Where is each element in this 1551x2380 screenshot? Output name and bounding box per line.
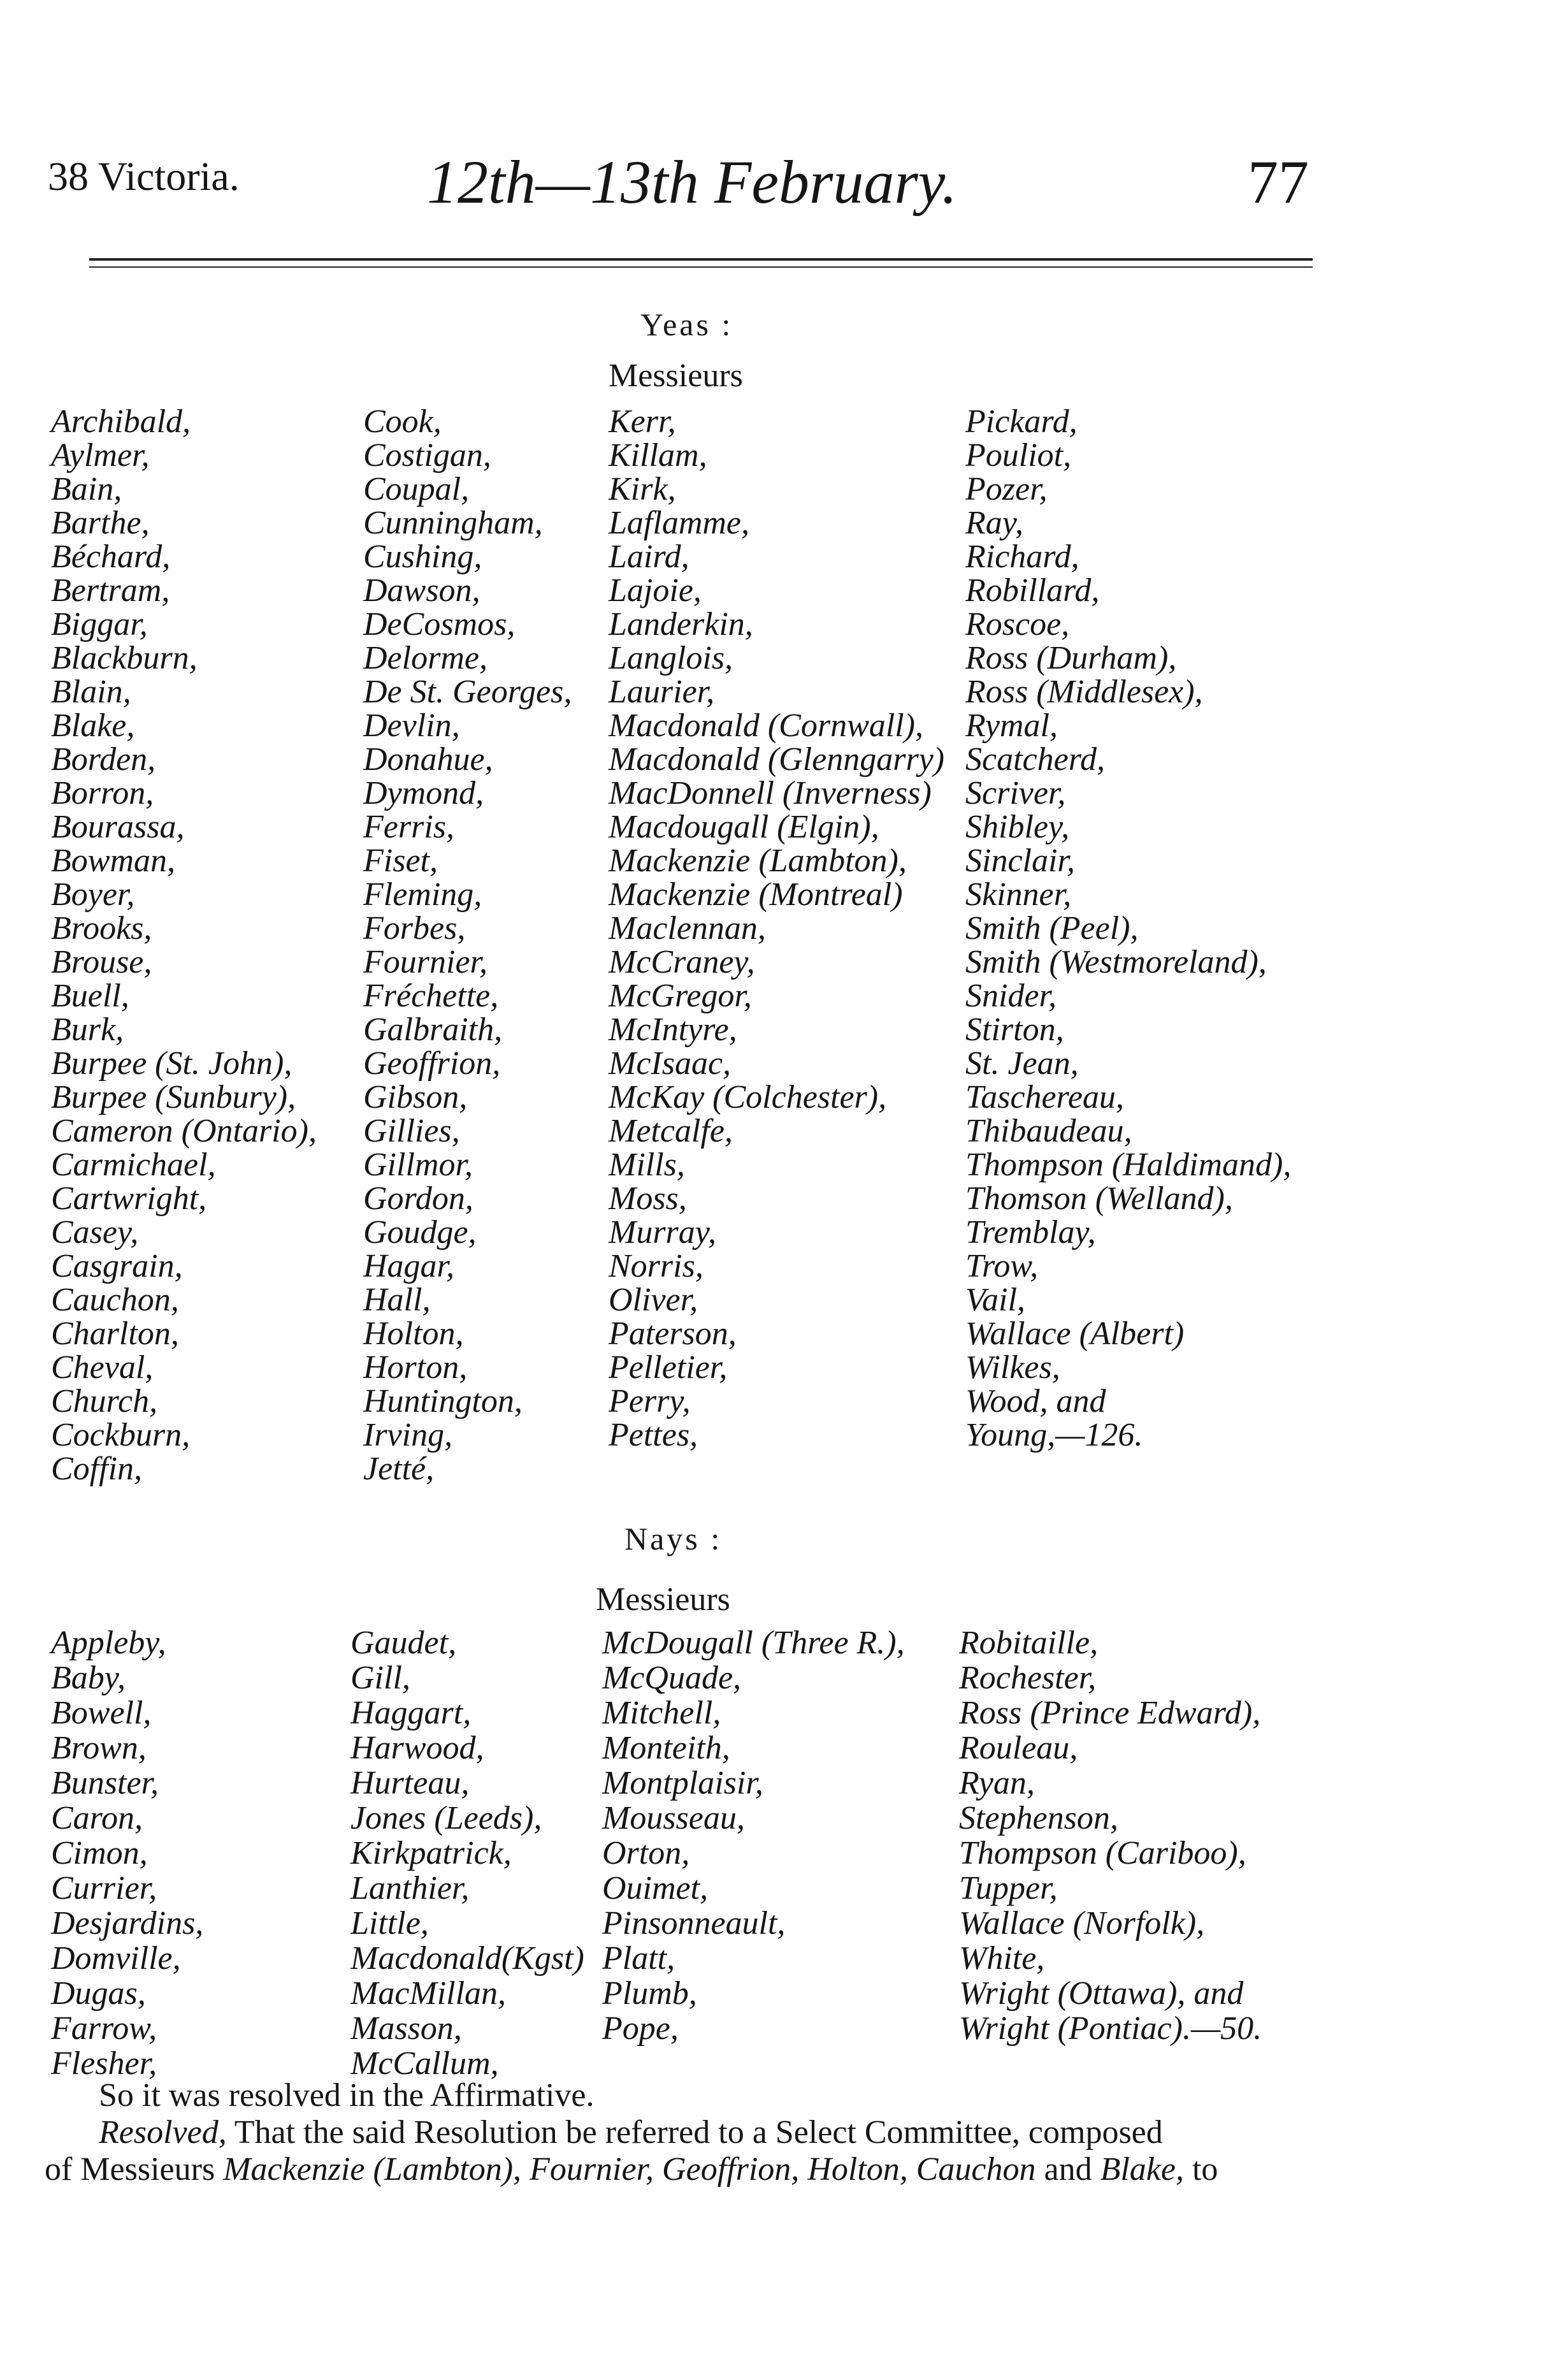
member-name: Tupper, bbox=[959, 1870, 1058, 1906]
member-name: Burk, bbox=[51, 1012, 124, 1048]
committee-names: Mackenzie (Lambton), Fournier, Geoffrion, Holton, Cauchon bbox=[223, 2151, 1036, 2188]
member-name: Stephenson, bbox=[959, 1800, 1118, 1836]
member-name: Pouliot, bbox=[965, 437, 1072, 474]
member-name: Langlois, bbox=[609, 640, 733, 676]
member-name: Cimon, bbox=[51, 1835, 148, 1871]
member-name: Thompson (Haldimand), bbox=[965, 1147, 1292, 1183]
member-name: Ross (Durham), bbox=[965, 640, 1177, 676]
member-name: Macdonald (Glenngarry) bbox=[609, 741, 945, 778]
member-name: St. Jean, bbox=[965, 1045, 1079, 1082]
yeas-column-1 bbox=[51, 405, 317, 1486]
member-name: Bunster, bbox=[51, 1765, 159, 1801]
member-name: Kerr, bbox=[609, 403, 676, 440]
member-name: Flesher, bbox=[51, 2045, 157, 2082]
member-name: Kirkpatrick, bbox=[350, 1835, 512, 1871]
member-name: Blain, bbox=[51, 674, 131, 710]
member-name: DeCosmos, bbox=[363, 606, 516, 642]
member-name: Wright (Ottawa), and bbox=[959, 1975, 1244, 2012]
member-name: Ross (Prince Edward), bbox=[959, 1695, 1261, 1731]
member-name: McGregor, bbox=[609, 978, 752, 1014]
running-head-session: 38 Victoria. bbox=[48, 154, 240, 199]
member-name: Pope, bbox=[602, 2010, 679, 2047]
member-name: Metcalfe, bbox=[609, 1113, 733, 1149]
member-name: McIsaac, bbox=[609, 1045, 732, 1082]
member-name: Dawson, bbox=[363, 572, 480, 609]
member-name: Coffin, bbox=[51, 1451, 143, 1487]
nays-column-4 bbox=[959, 1625, 1262, 2046]
member-name: Shibley, bbox=[965, 809, 1070, 845]
member-name: Mousseau, bbox=[602, 1800, 745, 1836]
member-name: Lajoie, bbox=[609, 572, 702, 609]
member-name: McCraney, bbox=[609, 944, 755, 980]
member-name: Ferris, bbox=[363, 809, 454, 845]
member-name: Currier, bbox=[51, 1870, 157, 1906]
page-title bbox=[427, 147, 957, 217]
member-name: Thibaudeau, bbox=[965, 1113, 1132, 1149]
member-name: Harwood, bbox=[350, 1730, 484, 1766]
resolution-text: That the said Resolution be referred to a Select Committee, composed bbox=[226, 2114, 1163, 2151]
member-name: Baby, bbox=[51, 1660, 126, 1696]
member-name: Skinner, bbox=[965, 876, 1072, 913]
member-name: Cauchon, bbox=[51, 1282, 179, 1318]
member-name: Cunningham, bbox=[363, 505, 543, 541]
member-name: Ouimet, bbox=[602, 1870, 709, 1906]
member-name: Perry, bbox=[609, 1383, 691, 1419]
member-name: Bertram, bbox=[51, 572, 170, 609]
nays-column-1 bbox=[51, 1625, 203, 2081]
member-name: Hurteau, bbox=[350, 1765, 470, 1801]
member-name: Holton, bbox=[363, 1316, 464, 1352]
member-name: Sinclair, bbox=[965, 843, 1075, 879]
member-name: Brown, bbox=[51, 1730, 147, 1766]
member-name: Cook, bbox=[363, 403, 442, 440]
member-name: Thompson (Cariboo), bbox=[959, 1835, 1246, 1871]
member-name: Geoffrion, bbox=[363, 1045, 501, 1082]
header-rule bbox=[89, 258, 1313, 261]
member-name: Thomson (Welland), bbox=[965, 1180, 1233, 1217]
member-name: Mackenzie (Lambton), bbox=[609, 843, 907, 879]
member-name: Wilkes, bbox=[965, 1349, 1060, 1386]
member-name: Boyer, bbox=[51, 876, 135, 913]
member-name: Gordon, bbox=[363, 1180, 473, 1217]
member-name: Rouleau, bbox=[959, 1730, 1078, 1766]
member-name: Cockburn, bbox=[51, 1417, 191, 1453]
member-name: Fleming, bbox=[363, 876, 482, 913]
member-name: Carmichael, bbox=[51, 1147, 216, 1183]
member-name: Farrow, bbox=[51, 2010, 157, 2047]
member-name: Dugas, bbox=[51, 1975, 146, 2012]
member-name: Macdougall (Elgin), bbox=[609, 809, 879, 845]
resolution-affirmative: So it was resolved in the Affirmative. bbox=[99, 2077, 595, 2114]
member-name: Lanthier, bbox=[350, 1870, 470, 1906]
member-name: Buell, bbox=[51, 978, 129, 1014]
member-name: Archibald, bbox=[51, 403, 191, 440]
member-name: Galbraith, bbox=[363, 1012, 503, 1048]
member-name: Pinsonneault, bbox=[602, 1905, 786, 1941]
resolved-label: Resolved, bbox=[99, 2114, 227, 2151]
member-name: Horton, bbox=[363, 1349, 468, 1386]
member-name: Landerkin, bbox=[609, 606, 753, 642]
member-name: Montplaisir, bbox=[602, 1765, 763, 1801]
member-name: Gill, bbox=[350, 1660, 410, 1696]
member-name: Taschereau, bbox=[965, 1079, 1124, 1115]
member-name: Cartwright, bbox=[51, 1180, 207, 1217]
member-name: Stirton, bbox=[965, 1012, 1064, 1048]
member-name: Bowman, bbox=[51, 843, 175, 879]
committee-to: to bbox=[1183, 2151, 1218, 2188]
member-name: Macdonald (Cornwall), bbox=[609, 707, 923, 744]
member-name: Monteith, bbox=[602, 1730, 730, 1766]
member-name: McKay (Colchester), bbox=[609, 1079, 887, 1115]
member-name: Richard, bbox=[965, 539, 1079, 575]
member-name: Murray, bbox=[609, 1214, 716, 1251]
member-name: Church, bbox=[51, 1383, 158, 1419]
member-name: Delorme, bbox=[363, 640, 487, 676]
member-name: Jetté, bbox=[363, 1451, 435, 1487]
member-name: De St. Georges, bbox=[363, 674, 572, 710]
member-name: Blake, bbox=[51, 707, 135, 744]
member-name: Brouse, bbox=[51, 944, 152, 980]
member-name: Masson, bbox=[350, 2010, 462, 2047]
member-name: Ray, bbox=[965, 505, 1023, 541]
member-name: Appleby, bbox=[51, 1625, 166, 1661]
nays-column-2 bbox=[350, 1625, 584, 2081]
yeas-heading: Yeas : bbox=[640, 307, 733, 342]
member-name: Laird, bbox=[609, 539, 689, 575]
member-name: Orton, bbox=[602, 1835, 690, 1871]
member-name: Bain, bbox=[51, 471, 122, 507]
committee-intro: of Messieurs bbox=[45, 2151, 224, 2188]
member-name: Wood, and bbox=[965, 1383, 1106, 1419]
member-name: Cameron (Ontario), bbox=[51, 1113, 317, 1149]
member-name: Trow, bbox=[965, 1248, 1039, 1284]
member-name: Wallace (Norfolk), bbox=[959, 1905, 1205, 1941]
nays-heading: Nays : bbox=[624, 1521, 723, 1556]
member-name: Pelletier, bbox=[609, 1349, 728, 1386]
nays-messieurs: Messieurs bbox=[596, 1581, 730, 1618]
resolution-referral bbox=[99, 2115, 1373, 2151]
member-name: Mackenzie (Montreal) bbox=[609, 876, 903, 913]
member-name: Coupal, bbox=[363, 471, 470, 507]
member-name: Pettes, bbox=[609, 1417, 698, 1453]
member-name: Irving, bbox=[363, 1417, 453, 1453]
member-name: Barthe, bbox=[51, 505, 150, 541]
member-name: White, bbox=[959, 1940, 1045, 1977]
yeas-column-2 bbox=[363, 405, 572, 1486]
page-title-dates: 12th—13th bbox=[427, 148, 699, 216]
member-name: Bowell, bbox=[51, 1695, 152, 1731]
member-name: Domville, bbox=[51, 1940, 181, 1977]
member-name: Pickard, bbox=[965, 403, 1078, 440]
member-name: Jones (Leeds), bbox=[350, 1800, 542, 1836]
member-name: Scatcherd, bbox=[965, 741, 1105, 778]
member-name: Oliver, bbox=[609, 1282, 698, 1318]
member-name: Charlton, bbox=[51, 1316, 179, 1352]
member-name: Laflamme, bbox=[609, 505, 749, 541]
member-name: Gaudet, bbox=[350, 1625, 457, 1661]
member-name: Biggar, bbox=[51, 606, 148, 642]
member-name: Ryan, bbox=[959, 1765, 1035, 1801]
member-name: Borden, bbox=[51, 741, 156, 778]
yeas-messieurs: Messieurs bbox=[609, 358, 743, 394]
header-rule-thin bbox=[89, 266, 1313, 268]
page-title-month: February. bbox=[714, 148, 957, 216]
member-name: Plumb, bbox=[602, 1975, 697, 2012]
member-name: Robitaille, bbox=[959, 1625, 1099, 1661]
member-name: McDougall (Three R.), bbox=[602, 1625, 905, 1661]
member-name: Dymond, bbox=[363, 775, 484, 811]
member-name: McCallum, bbox=[350, 2045, 499, 2082]
member-name: Moss, bbox=[609, 1180, 687, 1217]
member-name: Hagar, bbox=[363, 1248, 455, 1284]
member-name: Bourassa, bbox=[51, 809, 185, 845]
member-name: Haggart, bbox=[350, 1695, 472, 1731]
member-name: Wallace (Albert) bbox=[965, 1316, 1185, 1352]
member-name: Scriver, bbox=[965, 775, 1066, 811]
member-name: Béchard, bbox=[51, 539, 171, 575]
member-name: Maclennan, bbox=[609, 910, 766, 947]
member-name: Rymal, bbox=[965, 707, 1058, 744]
member-name: Burpee (Sunbury), bbox=[51, 1079, 296, 1115]
nays-column-3 bbox=[602, 1625, 905, 2046]
member-name: MacDonnell (Inverness) bbox=[609, 775, 932, 811]
member-name: Platt, bbox=[602, 1940, 675, 1977]
member-name: Macdonald(Kgst) bbox=[350, 1940, 584, 1977]
member-name: Aylmer, bbox=[51, 437, 150, 474]
member-name: Devlin, bbox=[363, 707, 460, 744]
member-name: Fournier, bbox=[363, 944, 487, 980]
member-name: Borron, bbox=[51, 775, 154, 811]
member-name: Fiset, bbox=[363, 843, 438, 879]
committee-last-name: Blake, bbox=[1100, 2151, 1184, 2188]
yeas-column-3 bbox=[609, 405, 944, 1452]
member-name: Caron, bbox=[51, 1800, 143, 1836]
member-name: Wright (Pontiac).—50. bbox=[959, 2010, 1262, 2047]
member-name: Snider, bbox=[965, 978, 1057, 1014]
member-name: Costigan, bbox=[363, 437, 491, 474]
member-name: Brooks, bbox=[51, 910, 152, 947]
member-name: Young,—126. bbox=[965, 1417, 1143, 1453]
member-name: Blackburn, bbox=[51, 640, 198, 676]
member-name: McQuade, bbox=[602, 1660, 742, 1696]
member-name: Gillmor, bbox=[363, 1147, 473, 1183]
member-name: Rochester, bbox=[959, 1660, 1097, 1696]
member-name: Ross (Middlesex), bbox=[965, 674, 1203, 710]
member-name: Desjardins, bbox=[51, 1905, 204, 1941]
member-name: Huntington, bbox=[363, 1383, 523, 1419]
member-name: Smith (Westmoreland), bbox=[965, 944, 1267, 980]
member-name: Kirk, bbox=[609, 471, 676, 507]
member-name: Smith (Peel), bbox=[965, 910, 1139, 947]
member-name: Casgrain, bbox=[51, 1248, 183, 1284]
member-name: Killam, bbox=[609, 437, 707, 474]
member-name: Pozer, bbox=[965, 471, 1048, 507]
committee-and: and bbox=[1035, 2151, 1100, 2188]
member-name: Roscoe, bbox=[965, 606, 1070, 642]
member-name: Donahue, bbox=[363, 741, 493, 778]
member-name: Paterson, bbox=[609, 1316, 737, 1352]
member-name: Laurier, bbox=[609, 674, 715, 710]
member-name: Casey, bbox=[51, 1214, 139, 1251]
member-name: Cheval, bbox=[51, 1349, 154, 1386]
page-number: 77 bbox=[1248, 148, 1309, 216]
member-name: McIntyre, bbox=[609, 1012, 737, 1048]
member-name: Tremblay, bbox=[965, 1214, 1096, 1251]
member-name: Cushing, bbox=[363, 539, 482, 575]
member-name: Gillies, bbox=[363, 1113, 460, 1149]
member-name: Little, bbox=[350, 1905, 429, 1941]
member-name: MacMillan, bbox=[350, 1975, 507, 2012]
member-name: Vail, bbox=[965, 1282, 1025, 1318]
member-name: Robillard, bbox=[965, 572, 1100, 609]
member-name: Mitchell, bbox=[602, 1695, 721, 1731]
member-name: Gibson, bbox=[363, 1079, 468, 1115]
yeas-column-4 bbox=[965, 405, 1291, 1452]
member-name: Forbes, bbox=[363, 910, 466, 947]
member-name: Burpee (St. John), bbox=[51, 1045, 292, 1082]
member-name: Fréchette, bbox=[363, 978, 499, 1014]
member-name: Hall, bbox=[363, 1282, 431, 1318]
member-name: Goudge, bbox=[363, 1214, 477, 1251]
member-name: Mills, bbox=[609, 1147, 685, 1183]
member-name: Norris, bbox=[609, 1248, 703, 1284]
committee-members bbox=[45, 2152, 1319, 2188]
